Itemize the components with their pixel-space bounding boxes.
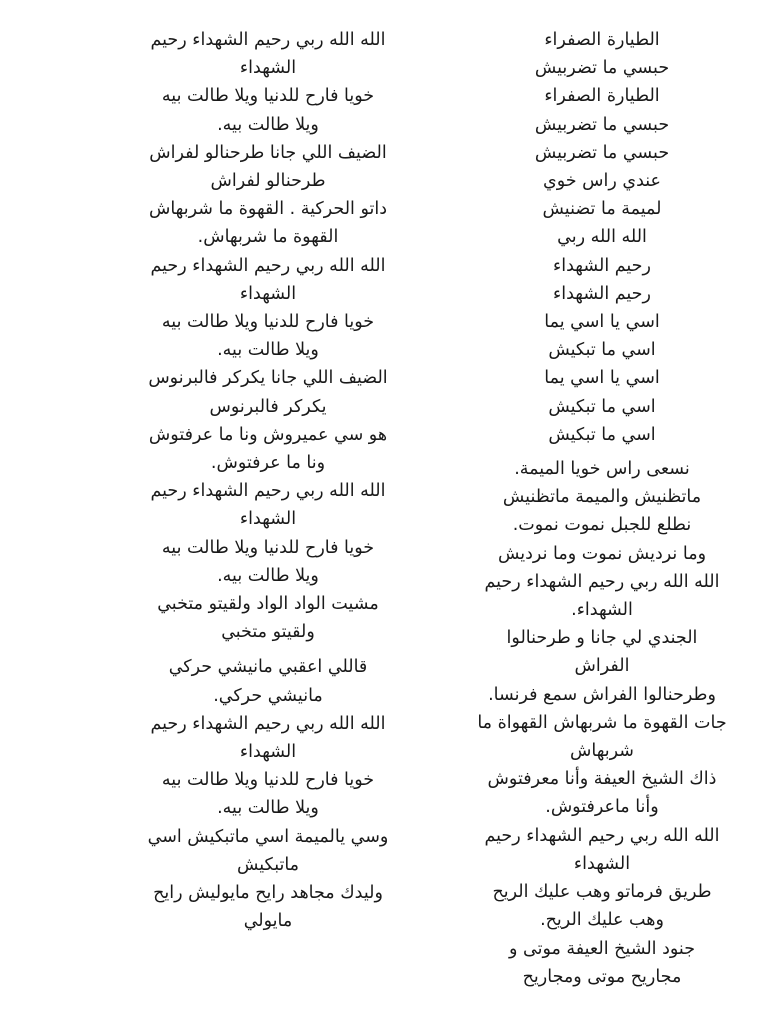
- poem-line: الجندي لي جانا و طرحنالوا: [506, 628, 698, 649]
- poem-line: وما نرديش نموت وما نرديش: [497, 543, 707, 564]
- poem-line: جات القهوة ما شربهاش القهواة ما: [477, 712, 727, 733]
- poem-line: الشهداء: [573, 853, 631, 874]
- poem-line: مجاريح موتى ومجاريح: [522, 966, 682, 987]
- poem-line: ماتبكيش: [236, 854, 300, 875]
- poem-column-right: [458, 26, 746, 991]
- poem-line: الشهداء: [239, 509, 297, 530]
- poem-line: يكركر فالبرنوس: [209, 396, 327, 417]
- poem-line: الشهداء: [239, 283, 297, 304]
- poem-line: الله الله ربي رحيم الشهداء رحيم: [484, 571, 720, 592]
- poem-line: خويا فارح للدنيا ويلا طالت بيه: [161, 537, 375, 558]
- poem-line: ويلا طالت بيه.: [217, 565, 319, 586]
- poem-line: نسعى راس خويا الميمة.: [514, 459, 690, 480]
- poem-line: الشهداء: [239, 58, 297, 79]
- poem-line: نطلع للجبل نموت نموت.: [512, 515, 692, 536]
- poem-line: وسي يالميمة اسي ماتبكيش اسي: [147, 826, 389, 847]
- poem-line: الطيارة الصفراء: [544, 86, 660, 107]
- poem-line: اسي يا اسي يما: [544, 368, 660, 389]
- poem-line: عندي راس خوي: [543, 171, 661, 192]
- poem-line: الله الله ربي رحيم الشهداء رحيم: [484, 825, 720, 846]
- poem-line: الفراش: [574, 656, 630, 677]
- poem-column-left: [78, 26, 458, 936]
- poem-line: اسي يا اسي يما: [544, 312, 660, 333]
- poem-line: ويلا طالت بيه.: [217, 798, 319, 819]
- poem-line: داتو الحركية . القهوة ما شربهاش: [148, 199, 388, 220]
- poem-line: الله الله ربي رحيم الشهداء رحيم: [150, 30, 386, 50]
- poem-line: طريق فرماتو وهب عليك الريح: [492, 882, 712, 903]
- poem-line: وهب عليك الريح.: [540, 910, 664, 931]
- poem-line: اسي ما تبكيش: [548, 340, 656, 361]
- poem-line: ونا ما عرفتوش.: [210, 453, 326, 474]
- poem-line: رحيم الشهداء: [553, 283, 651, 304]
- poem-line: مانيشي حركي.: [213, 685, 323, 706]
- poem-line: وطرحنالوا الفراش سمع فرنسا.: [488, 684, 716, 705]
- poem-line: القهوة ما شربهاش.: [197, 227, 339, 248]
- poem-line: الطيارة الصفراء: [544, 30, 660, 50]
- poem-line: الضيف اللي جانا يكركر فالبرنوس: [148, 368, 388, 389]
- poem-line: رحيم الشهداء: [553, 255, 651, 276]
- poem-line: اسي ما تبكيش: [548, 424, 656, 445]
- poem-line: حبسي ما تضربيش: [534, 142, 670, 163]
- stanza-gap: [78, 646, 458, 653]
- poem-line: خويا فارح للدنيا ويلا طالت بيه: [161, 312, 375, 333]
- poem-line: ماتظنيش والميمة ماتظنيش: [502, 487, 702, 508]
- poem-line: ويلا طالت بيه.: [217, 340, 319, 361]
- poem-line: مايولي: [243, 911, 293, 932]
- poem-line: لميمة ما تضنيش: [542, 199, 662, 220]
- poem-line: الضيف اللي جانا طرحنالو لفراش: [149, 142, 387, 163]
- poem-line: قاللي اعقبي مانيشي حركي: [168, 657, 368, 678]
- poem-line: ولقيتو متخبي: [221, 622, 315, 643]
- poem-line: مشيت الواد الواد ولقيتو متخبي: [157, 594, 379, 615]
- poem-line: الله الله ربي رحيم الشهداء رحيم: [150, 255, 386, 276]
- poem-line: طرحنالو لفراش: [210, 171, 326, 192]
- poem-line: وليدك مجاهد رايح مايوليش رايح: [153, 883, 383, 904]
- poem-line: جنود الشيخ العيفة موتى و: [508, 938, 696, 959]
- poem-line: ذاك الشيخ العيفة وأنا معرفتوش: [487, 769, 717, 790]
- poem-line: ويلا طالت بيه.: [217, 114, 319, 135]
- poem-line: الشهداء: [239, 742, 297, 763]
- poem-line: الشهداء.: [571, 600, 633, 621]
- poem-line: حبسي ما تضربيش: [534, 114, 670, 135]
- poem-line: حبسي ما تضربيش: [534, 58, 670, 79]
- poem-line: هو سي عميروش ونا ما عرفتوش: [148, 424, 388, 445]
- poem-line: اسي ما تبكيش: [548, 396, 656, 417]
- poem-line: الله الله ربي رحيم الشهداء رحيم: [150, 481, 386, 502]
- poem-line: خويا فارح للدنيا ويلا طالت بيه: [161, 770, 375, 791]
- poem-line: شربهاش: [570, 741, 634, 762]
- poem-line: الله الله ربي: [557, 227, 647, 248]
- poem-line: خويا فارح للدنيا ويلا طالت بيه: [161, 86, 375, 107]
- poem-line: الله الله ربي رحيم الشهداء رحيم: [150, 713, 386, 734]
- poem-line: وأنا ماعرفتوش.: [545, 797, 659, 818]
